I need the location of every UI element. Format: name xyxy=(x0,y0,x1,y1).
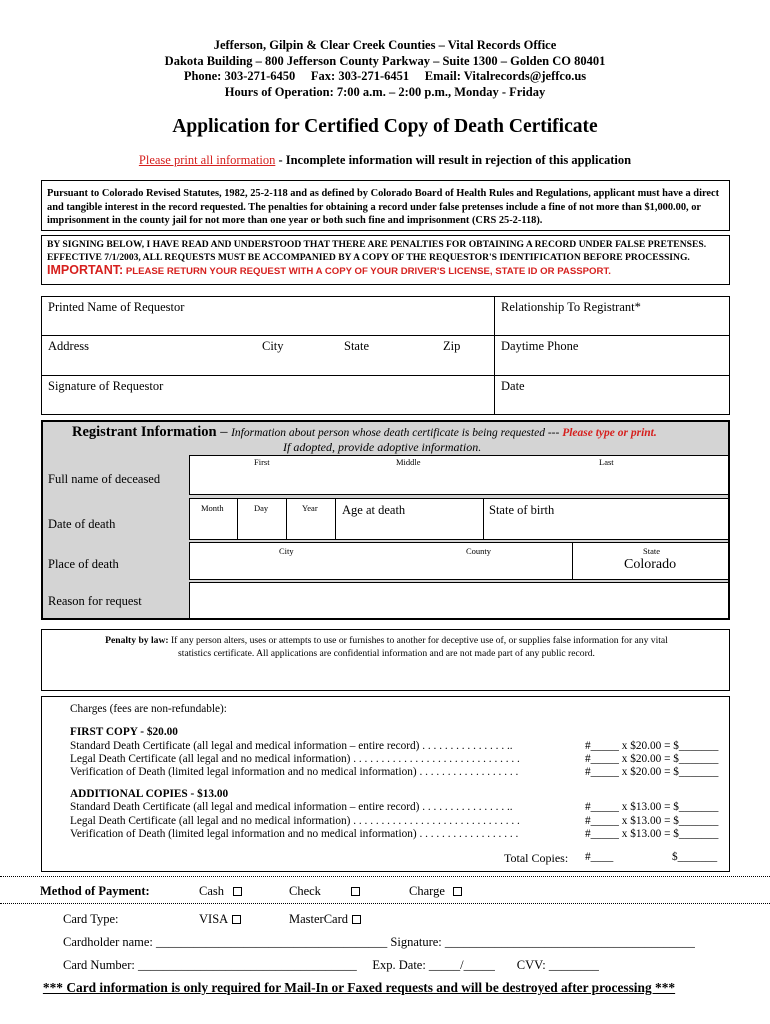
first-name-label: First xyxy=(254,457,270,467)
instruction-red: Please print all information xyxy=(138,153,276,167)
cash-option[interactable] xyxy=(199,884,242,899)
reason-input[interactable] xyxy=(189,582,728,618)
reason-label: Reason for request xyxy=(48,594,142,608)
penalty-notice xyxy=(41,629,730,691)
age-at-death-field[interactable]: Age at death xyxy=(342,503,406,517)
adopted-note: If adopted, provide adoptive information. xyxy=(283,440,482,454)
last-name-label: Last xyxy=(599,457,614,467)
fee-row-add-3: Verification of Death (limited legal information and no medical information) . . . . . . . . . . . . . . . . . . xyxy=(70,828,519,840)
charges-note: Charges (fees are non-refundable): xyxy=(70,703,227,715)
mastercard-checkbox[interactable] xyxy=(352,915,361,924)
visa-checkbox[interactable] xyxy=(232,915,241,924)
registrant-info: Information about person whose death certificate is being requested --- xyxy=(231,427,563,439)
state-field[interactable]: State xyxy=(344,339,369,353)
fee-calc-first-1[interactable]: #_____ x $20.00 = $_______ xyxy=(585,740,719,752)
penalty-label: Penalty by law: xyxy=(105,635,169,646)
penalty-text: If any person alters, uses or attempts to use or furnishes to another for deceptive use of, or supplies false information for any vital statistics certificate. All applications are confidential information and are not made part of any public record. xyxy=(168,635,668,659)
visa-option[interactable] xyxy=(199,912,241,927)
header-line-4: Hours of Operation: 7:00 a.m. – 2:00 p.m., Monday - Friday xyxy=(224,84,546,99)
registrant-dash: – xyxy=(216,424,232,440)
fee-calc-add-3[interactable]: #_____ x $13.00 = $_______ xyxy=(585,828,719,840)
charge-label: Charge xyxy=(409,884,445,898)
signing-notice xyxy=(41,235,730,285)
first-copy-heading: FIRST COPY - $20.00 xyxy=(70,726,178,738)
day-label: Day xyxy=(254,503,269,513)
important-label: IMPORTANT: xyxy=(47,263,124,278)
fee-calc-add-1[interactable]: #_____ x $13.00 = $_______ xyxy=(585,801,719,813)
registrant-info-red: Please type or print. xyxy=(562,427,657,439)
registrant-heading-text: Registrant Information xyxy=(72,424,217,440)
additional-copies-heading: ADDITIONAL COPIES - $13.00 xyxy=(70,788,229,800)
instruction-line xyxy=(0,153,770,168)
year-label: Year xyxy=(302,503,318,513)
card-info-footer: *** Card information is only required for Mail-In or Faxed requests and will be destroyed after processing *** xyxy=(42,980,676,995)
date-field[interactable]: Date xyxy=(501,379,525,393)
important-text: PLEASE RETURN YOUR REQUEST WITH A COPY OF YOUR DRIVER'S LICENSE, STATE ID OR PASSPORT. xyxy=(123,266,611,278)
statute-notice: Pursuant to Colorado Revised Statutes, 1982, 25-2-118 and as defined by Colorado Board of Health Rules and Regulations, applicant must have a direct and tangible interest in the record requested. The penalties for obtaining a record under false pretenses include a fine of not more than $1,000.00, or imprisonment in the county jail for not more than one year or both such fine and imprisonment (CRS 25-2-118). xyxy=(41,180,730,231)
fee-row-first-3: Verification of Death (limited legal information and no medical information) . . . . . . . . . . . . . . . . . . xyxy=(70,766,519,778)
charge-checkbox[interactable] xyxy=(453,887,462,896)
mastercard-label: MasterCard xyxy=(289,912,349,926)
death-city-label: City xyxy=(279,546,294,556)
visa-label: VISA xyxy=(199,912,229,926)
month-label: Month xyxy=(201,503,224,513)
relationship-field[interactable]: Relationship To Registrant* xyxy=(501,300,641,314)
check-checkbox[interactable] xyxy=(351,887,360,896)
fee-row-add-2: Legal Death Certificate (all legal and no medical information) . . . . . . . . . . . . . . . . . . . . . . . . . . . . . . xyxy=(70,815,520,827)
death-state-label: State xyxy=(643,546,660,556)
daytime-phone-field[interactable]: Daytime Phone xyxy=(501,339,579,353)
header-line-2: Dakota Building – 800 Jefferson County Parkway – Suite 1300 – Golden CO 80401 xyxy=(164,53,606,68)
fee-row-first-2: Legal Death Certificate (all legal and no medical information) . . . . . . . . . . . . . . . . . . . . . . . . . . . . . . xyxy=(70,753,520,765)
printed-name-field[interactable]: Printed Name of Requestor xyxy=(48,300,185,314)
registrant-heading xyxy=(72,424,657,441)
cash-label: Cash xyxy=(199,884,224,898)
place-of-death-label: Place of death xyxy=(48,557,119,571)
card-number-line[interactable]: Card Number: ___________________________________ Exp. Date: _____/_____ CVV: ________ xyxy=(63,958,599,972)
instruction-rest: - Incomplete information will result in rejection of this application xyxy=(275,153,632,167)
payment-method-label: Method of Payment: xyxy=(40,884,150,898)
form-title: Application for Certified Copy of Death Certificate xyxy=(172,116,598,137)
cash-checkbox[interactable] xyxy=(233,887,242,896)
fee-calc-first-3[interactable]: #_____ x $20.00 = $_______ xyxy=(585,766,719,778)
middle-name-label: Middle xyxy=(396,457,421,467)
date-of-death-label: Date of death xyxy=(48,517,116,531)
office-header xyxy=(0,38,770,100)
total-amount[interactable]: $_______ xyxy=(672,851,718,863)
charges-section xyxy=(41,696,730,872)
header-line-3: Phone: 303-271-6450 Fax: 303-271-6451 Email: Vitalrecords@jeffco.us xyxy=(183,69,587,83)
check-label: Check xyxy=(289,884,321,898)
check-option[interactable] xyxy=(289,884,360,899)
date-of-death-input[interactable] xyxy=(189,498,728,540)
signing-text: BY SIGNING BELOW, I HAVE READ AND UNDERSTOOD THAT THERE ARE PENALTIES FOR OBTAINING A RECORD UNDER FALSE PRETENSES. EFFECTIVE 7/1/2003, ALL REQUESTS MUST BE ACCOMPANIED BY A COPY OF THE REQUESTOR'S IDENTIFICATION BEFORE PROCESSING. xyxy=(47,239,707,263)
state-of-birth-field[interactable]: State of birth xyxy=(489,503,555,517)
fee-calc-first-2[interactable]: #_____ x $20.00 = $_______ xyxy=(585,753,719,765)
total-copies-count[interactable]: #____ xyxy=(585,851,614,863)
mastercard-option[interactable] xyxy=(289,912,361,927)
header-line-1: Jefferson, Gilpin & Clear Creek Counties – Vital Records Office xyxy=(213,38,557,52)
zip-field[interactable]: Zip xyxy=(443,339,461,353)
death-county-label: County xyxy=(466,546,492,556)
fee-row-add-1: Standard Death Certificate (all legal and medical information – entire record) . . . . . . . . . . . . . . . .. xyxy=(70,801,513,813)
fee-calc-add-2[interactable]: #_____ x $13.00 = $_______ xyxy=(585,815,719,827)
card-type-label: Card Type: xyxy=(63,912,119,926)
address-field[interactable]: Address xyxy=(48,339,89,353)
city-field[interactable]: City xyxy=(262,339,284,353)
charge-option[interactable] xyxy=(409,884,462,899)
total-copies-label: Total Copies: xyxy=(504,851,569,865)
death-state-value: Colorado xyxy=(624,557,677,572)
signature-field[interactable]: Signature of Requestor xyxy=(48,379,164,393)
fee-row-first-1: Standard Death Certificate (all legal and medical information – entire record) . . . . . . . . . . . . . . . .. xyxy=(70,740,513,752)
full-name-label: Full name of deceased xyxy=(48,472,161,486)
cardholder-line[interactable]: Cardholder name: _____________________________________ Signature: ________________________________________ xyxy=(63,935,695,949)
